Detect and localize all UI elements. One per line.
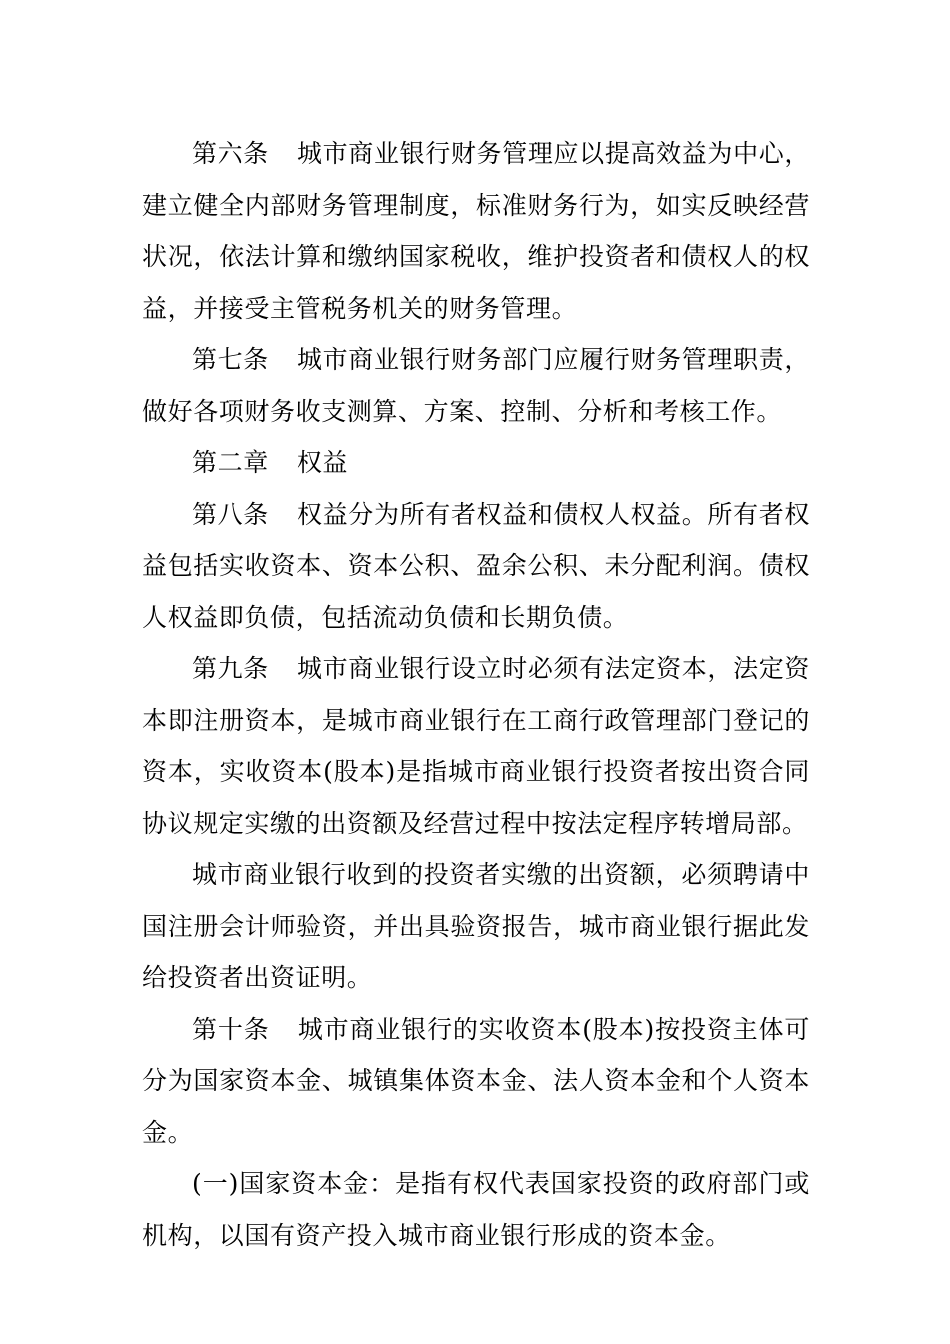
state-capital-paragraph	[142, 1158, 810, 1261]
chapter-title: 权益	[296, 448, 349, 477]
chapter-label: 第二章	[192, 448, 269, 477]
article-9-continuation-paragraph	[142, 849, 810, 1004]
article-label: 第八条	[192, 499, 269, 529]
article-text: 权益分为所有者权益和债权人权益。所有者权益包括实收资本、资本公积、盈余公积、未分配利润。债权人权益即负债，包括流动负债和长期负债。	[142, 499, 810, 632]
paragraph-text: (一)国家资本金：是指有权代表国家投资的政府部门或机构，以国有资产投入城市商业银行形成的资本金。	[142, 1169, 810, 1250]
article-label: 第六条	[192, 139, 269, 168]
article-text: 城市商业银行财务管理应以提高效益为中心，建立健全内部财务管理制度，标准财务行为，如实反映经营状况，依法计算和缴纳国家税收，维护投资者和债权人的权益，并接受主管税务机关的财务管理。	[142, 139, 810, 323]
article-9-paragraph	[142, 643, 810, 849]
article-10-paragraph	[142, 1004, 810, 1159]
article-6-paragraph	[142, 128, 810, 334]
chapter-2-heading	[142, 437, 810, 489]
article-text: 城市商业银行财务部门应履行财务管理职责，做好各项财务收支测算、方案、控制、分析和考核工作。	[142, 345, 810, 426]
article-label: 第十条	[192, 1014, 270, 1044]
paragraph-text: 城市商业银行收到的投资者实缴的出资额，必须聘请中国注册会计师验资，并出具验资报告，城市商业银行据此发给投资者出资证明。	[142, 860, 810, 992]
article-text: 城市商业银行的实收资本(股本)按投资主体可分为国家资本金、城镇集体资本金、法人资本金和个人资本金。	[142, 1014, 810, 1147]
article-8-paragraph	[142, 489, 810, 644]
article-label: 第九条	[192, 654, 269, 683]
article-text: 城市商业银行设立时必须有法定资本，法定资本即注册资本，是城市商业银行在工商行政管理部门登记的资本，实收资本(股本)是指城市商业银行投资者按出资合同协议规定实缴的出资额及经营过程中按法定程序转增局部。	[142, 654, 810, 838]
document-body	[142, 128, 810, 1261]
article-label: 第七条	[192, 345, 269, 374]
article-7-paragraph	[142, 334, 810, 437]
